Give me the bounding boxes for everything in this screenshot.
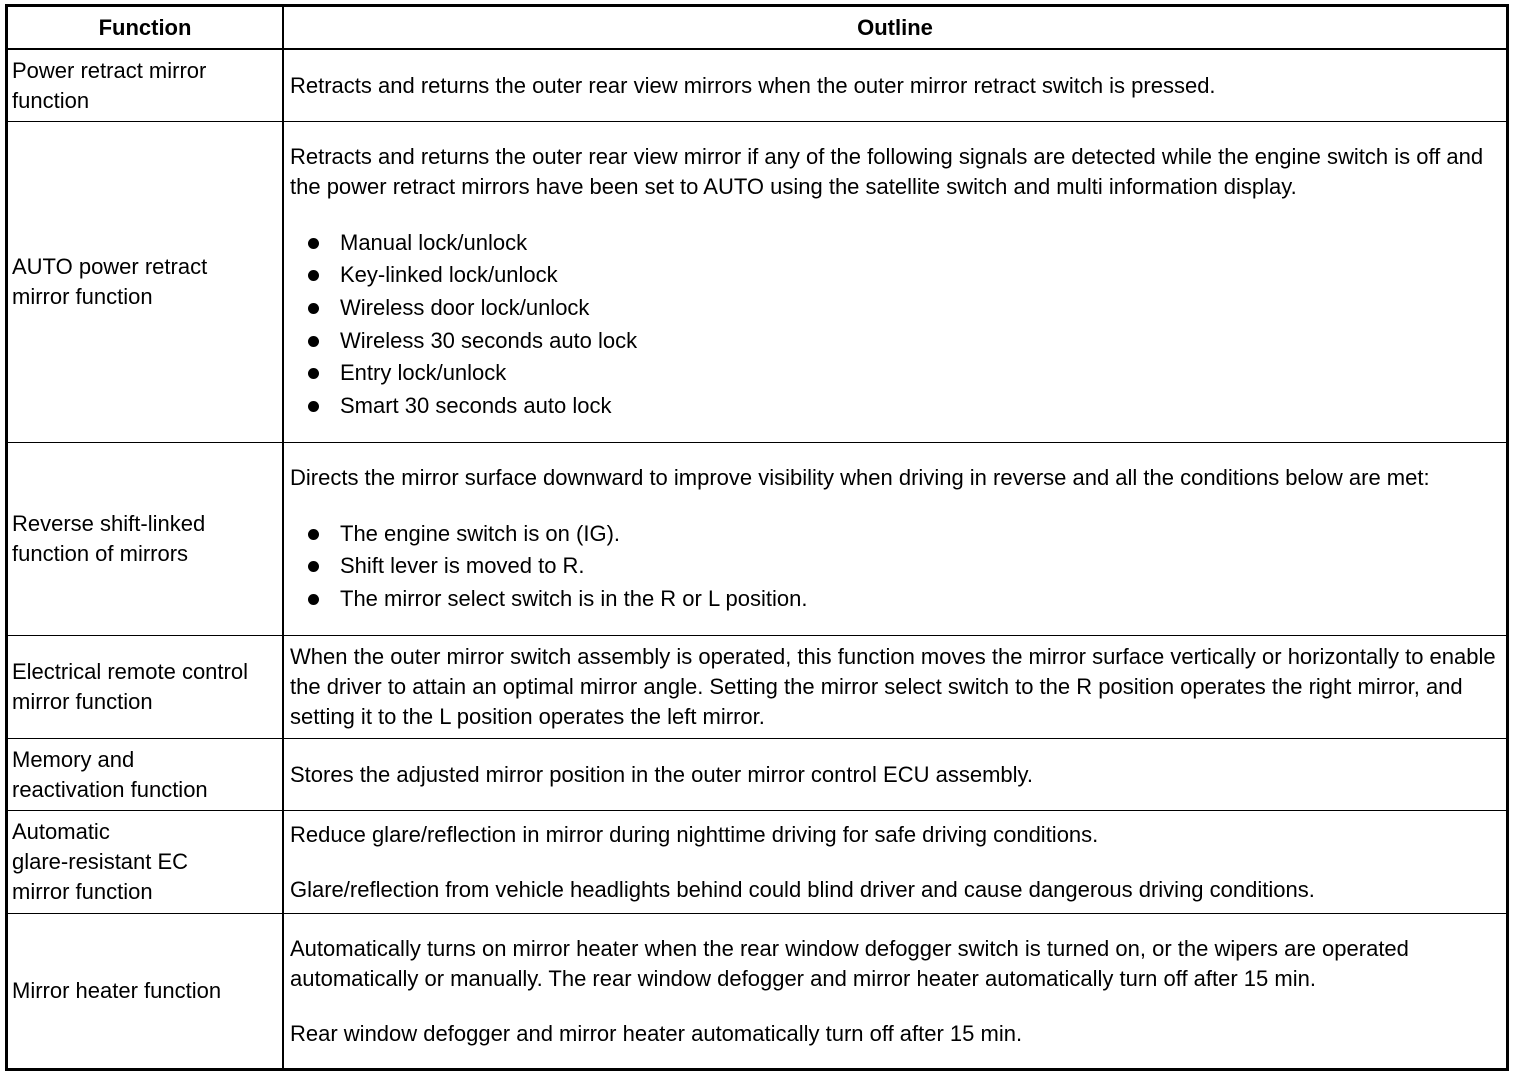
function-name-line: reactivation function [12,776,208,802]
bullet-text: Wireless 30 seconds auto lock [340,327,638,353]
header-cell-outline [284,7,1506,48]
table-row [8,738,1506,810]
paragraph-gap [290,994,1500,1019]
bullet-text: Smart 30 seconds auto lock [340,392,612,418]
outline-paragraph: When the outer mirror switch assembly is operated, this function moves the mirror surface vertically or horizontally to enable the driver to attain an optimal mirror angle. Setting the mirror select switch to the R position operates the right mirror, and setting it to the L position operates the left mirror. [290,644,1496,729]
bullet-text: Manual lock/unlock [340,229,528,255]
table-row [8,810,1506,913]
function-name-line: mirror function [12,879,153,904]
bullet-list [290,227,1500,423]
table-row [8,442,1506,635]
function-name-line: AUTO power retract [12,254,208,279]
outline-paragraph: Rear window defogger and mirror heater automatically turn off after 15 min. [290,1020,1023,1046]
bullet-list [290,518,1500,616]
header-outline-label: Outline [857,14,933,40]
outline-cell [284,739,1506,810]
outline-cell [284,811,1506,913]
paragraph-gap [290,850,1500,875]
bullet-dot-icon [308,561,319,572]
function-cell [8,122,284,442]
outline-cell [284,122,1506,442]
outline-paragraph: Directs the mirror surface downward to improve visibility when driving in reverse and all the conditions below are met: [290,464,1430,490]
outline-paragraph: Reduce glare/reflection in mirror during nighttime driving for safe driving conditions. [290,821,1099,847]
function-name-line: Mirror heater function [12,978,222,1003]
bullet-dot-icon [308,238,319,249]
function-name-line: Automatic [12,819,110,844]
bullet-item [290,357,1500,390]
bullet-text: Key-linked lock/unlock [340,262,558,288]
header-function-label: Function [98,14,192,40]
bullet-item [290,259,1500,292]
outline-cell [284,914,1506,1068]
outline-cell [284,443,1506,635]
function-name-line: Electrical remote control [12,659,248,684]
function-cell [8,914,284,1068]
outline-paragraph: Retracts and returns the outer rear view mirror if any of the following signals are detected while the engine switch is off and the power retract mirrors have been set to AUTO using the satellite switch and multi information display. [290,143,1484,199]
table-row [8,635,1506,738]
function-name-line: Power retract mirror [12,57,207,83]
outline-paragraph: Stores the adjusted mirror position in the outer mirror control ECU assembly. [290,761,1033,787]
table-header-row [8,7,1506,48]
bullet-dot-icon [308,336,319,347]
bullet-item [290,390,1500,423]
paragraph-gap [290,202,1500,227]
function-name-line: mirror function [12,689,153,714]
bullet-item [290,325,1500,358]
bullet-dot-icon [308,270,319,281]
function-name-line: function [12,87,90,113]
bullet-text: Shift lever is moved to R. [340,553,585,579]
table-row [8,48,1506,121]
bullet-dot-icon [308,594,319,605]
bullet-text: Wireless door lock/unlock [340,294,590,320]
bullet-item [290,550,1500,583]
outline-paragraph: Glare/reflection from vehicle headlights behind could blind driver and cause dangerous driving conditions. [290,876,1315,902]
outline-cell [284,50,1506,121]
function-outline-table [5,4,1509,1071]
function-name-line: glare-resistant EC [12,849,189,874]
outline-paragraph: Retracts and returns the outer rear view mirrors when the outer mirror retract switch is pressed. [290,72,1216,98]
bullet-item [290,518,1500,551]
table-row [8,913,1506,1068]
bullet-dot-icon [308,401,319,412]
outline-paragraph: Automatically turns on mirror heater when the rear window defogger switch is turned on, or the wipers are operated automatically or manually. The rear window defogger and mirror heater automatically turn off after 15 min. [290,935,1409,991]
bullet-text: Entry lock/unlock [340,360,507,386]
bullet-item [290,292,1500,325]
function-cell [8,50,284,121]
function-cell [8,636,284,738]
bullet-text: The mirror select switch is in the R or L position. [340,585,808,611]
function-cell [8,739,284,810]
bullet-item [290,583,1500,616]
header-cell-function [8,7,284,48]
function-cell [8,443,284,635]
paragraph-gap [290,493,1500,518]
bullet-dot-icon [308,303,319,314]
function-name-line: Memory and [12,746,135,772]
bullet-text: The engine switch is on (IG). [340,520,621,546]
function-name-line: mirror function [12,284,153,309]
outline-cell [284,636,1506,738]
bullet-dot-icon [308,529,319,540]
bullet-dot-icon [308,368,319,379]
function-name-line: Reverse shift-linked [12,511,206,536]
bullet-item [290,227,1500,260]
function-name-line: function of mirrors [12,541,189,566]
table-row [8,121,1506,442]
function-cell [8,811,284,913]
